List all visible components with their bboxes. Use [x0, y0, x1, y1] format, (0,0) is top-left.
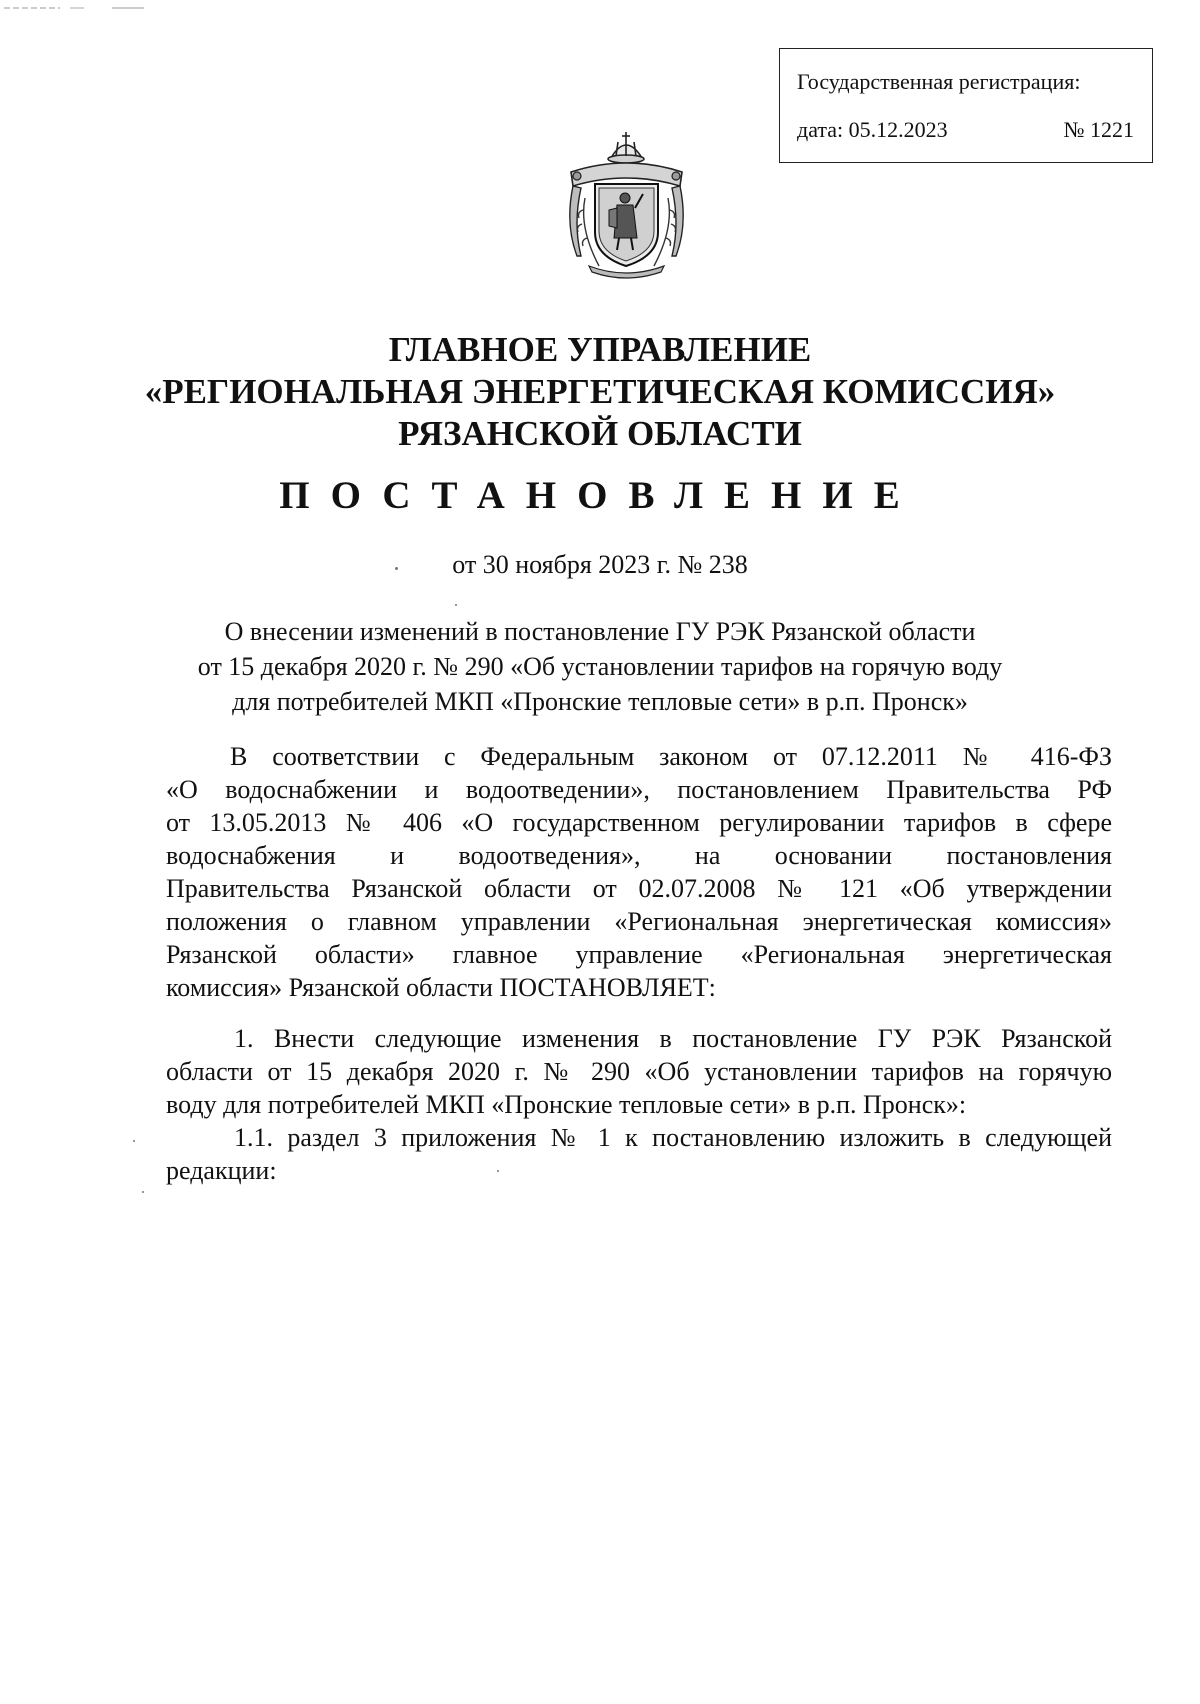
scan-speck — [497, 1170, 499, 1172]
scan-speck — [133, 1140, 135, 1142]
subject-line: О внесении изменений в постановление ГУ РЭК Рязанской области — [224, 617, 976, 646]
issuer-line-3: РЯЗАНСКОЙ ОБЛАСТИ — [398, 414, 802, 453]
scan-speck — [455, 604, 457, 606]
scan-speck — [395, 567, 398, 570]
text-line: комиссия» Рязанской области ПОСТАНОВЛЯЕТ: — [166, 973, 716, 1002]
preamble-paragraph — [166, 740, 1112, 1004]
document-date-number: от 30 ноября 2023 г. № 238 — [452, 550, 748, 579]
text-line: положения о главном управлении «Региональная энергетическая комиссия» — [166, 907, 1112, 936]
scan-artifact-mark — [4, 6, 144, 10]
registration-stamp — [779, 48, 1153, 163]
subject-line: для потребителей МКП «Пронские тепловые сети» в р.п. Пронск» — [232, 687, 968, 716]
registration-title: Государственная регистрация: — [797, 69, 1081, 94]
text-line: Правительства Рязанской области от 02.07.2008 № 121 «Об утверждении — [166, 874, 1112, 903]
text-line: водоснабжения и водоотведения», на основании постановления — [166, 841, 1112, 870]
issuer-line-1: ГЛАВНОЕ УПРАВЛЕНИЕ — [388, 330, 812, 369]
text-line: воду для потребителей МКП «Пронские тепловые сети» в р.п. Пронск»: — [166, 1090, 967, 1119]
text-line: «О водоснабжении и водоотведении», постановлением Правительства РФ — [166, 775, 1112, 804]
item-1-1-paragraph — [166, 1121, 1112, 1187]
item-1-paragraph — [166, 1022, 1112, 1121]
text-line: 1.1. раздел 3 приложения № 1 к постановлению изложить в следующей — [234, 1123, 1112, 1152]
document-subject — [0, 614, 1200, 719]
text-line: 1. Внести следующие изменения в постановление ГУ РЭК Рязанской — [234, 1024, 1112, 1053]
ryazan-oblast-coat-of-arms-icon — [559, 128, 694, 280]
text-line: области от 15 декабря 2020 г. № 290 «Об установлении тарифов на горячую — [166, 1057, 1112, 1086]
registration-number: № 1221 — [1063, 117, 1134, 142]
text-line: от 13.05.2013 № 406 «О государственном регулировании тарифов в сфере — [166, 808, 1112, 837]
document-type-title: ПОСТАНОВЛЕНИЕ — [279, 474, 921, 517]
issuer-line-2: «РЕГИОНАЛЬНАЯ ЭНЕРГЕТИЧЕСКАЯ КОМИССИЯ» — [144, 372, 1056, 411]
text-line: редакции: — [166, 1156, 277, 1185]
text-line: В соответствии с Федеральным законом от 07.12.2011 № 416-ФЗ — [230, 742, 1112, 771]
registration-date: дата: 05.12.2023 — [797, 117, 948, 142]
scan-speck — [142, 1191, 144, 1193]
text-line: Рязанской области» главное управление «Региональная энергетическая — [166, 940, 1112, 969]
subject-line: от 15 декабря 2020 г. № 290 «Об установлении тарифов на горячую воду — [197, 652, 1003, 681]
